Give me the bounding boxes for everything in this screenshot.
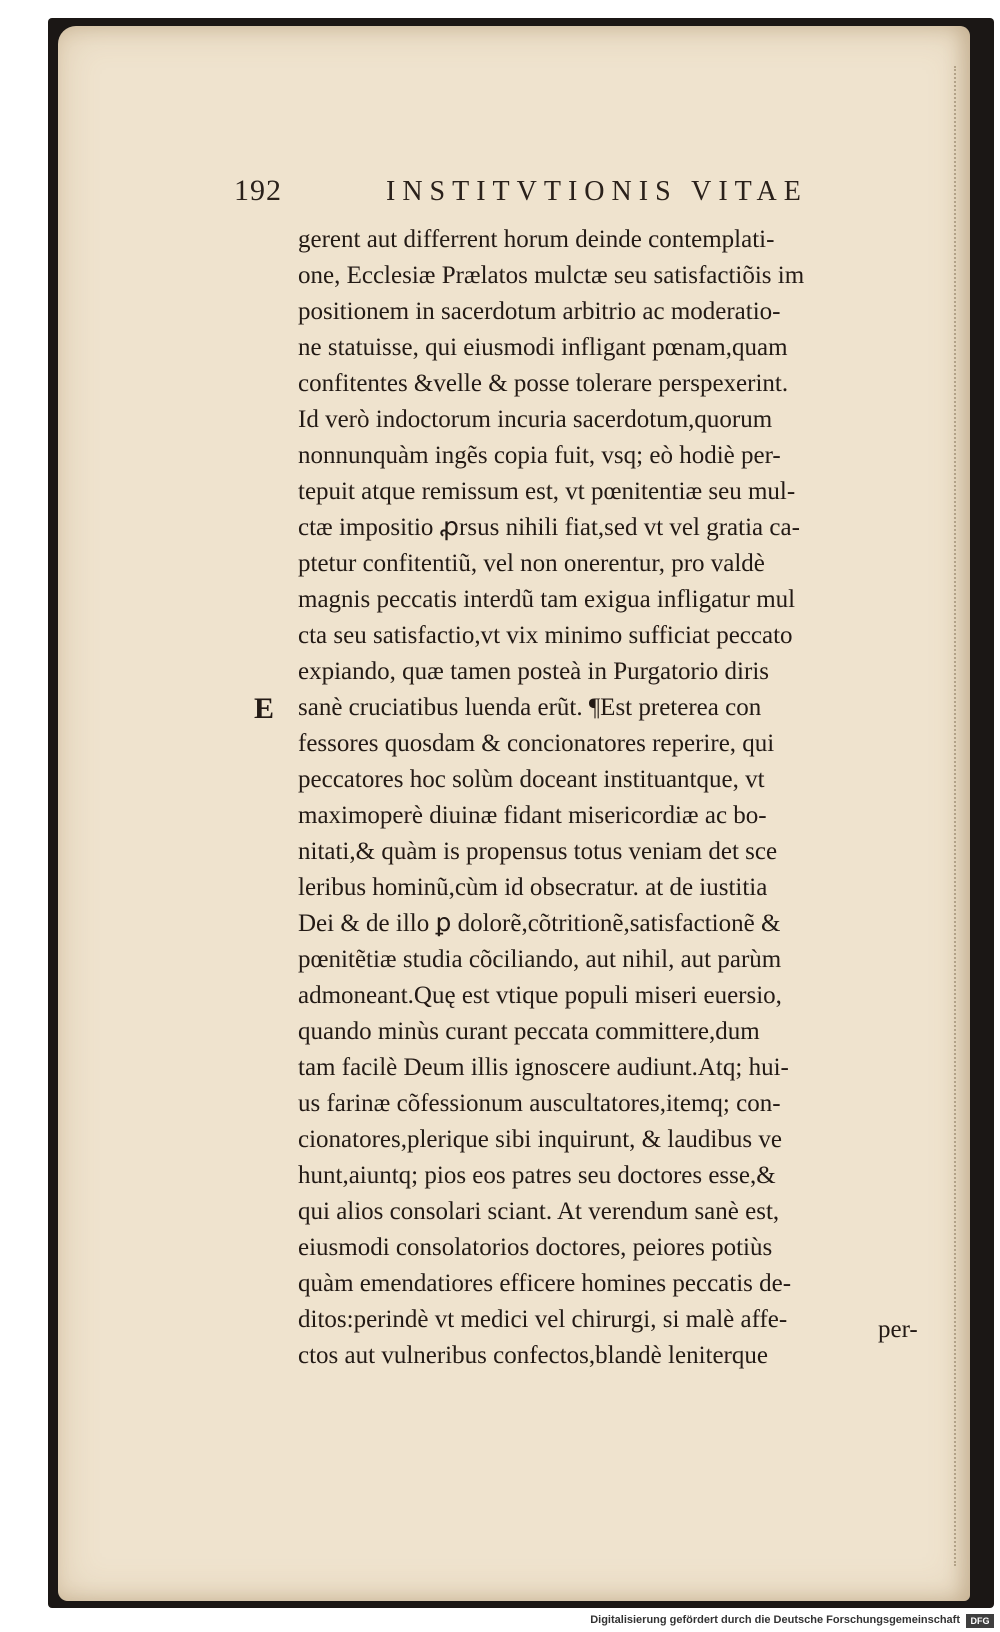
text-line: nitati,& quàm is propensus totus veniam det sce [298, 838, 778, 865]
text-line: confitentes &velle & posse tolerare perspexerint. [298, 370, 789, 397]
dfg-logo: DFG [966, 1614, 994, 1628]
text-line: sanè cruciatibus luenda erũt. ¶Est preterea con [298, 694, 762, 721]
text-line: magnis peccatis interdũ tam exigua infligatur mul [298, 586, 796, 613]
text-line: tam facilè Deum illis ignoscere audiunt.Atq; hui- [298, 1054, 789, 1081]
text-line: quando minùs curant peccata committere,dum [298, 1018, 760, 1045]
text-line: ctæ impositio ꝓrsus nihili fiat,sed vt vel gratia ca- [298, 514, 800, 541]
text-line: quàm emendatiores efficere homines peccatis de- [298, 1270, 792, 1297]
text-line: ne statuisse, qui eiusmodi infligant pœnam,quam [298, 334, 788, 361]
footer-bar [0, 1612, 1000, 1632]
page-header [58, 174, 970, 214]
text-line: us farinæ cõfessionum auscultatores,itemq; con- [298, 1090, 781, 1117]
text-line: hunt,aiuntq; pios eos patres seu doctores esse,& [298, 1162, 776, 1189]
margin-letter: E [254, 692, 275, 725]
body-text [298, 222, 958, 1374]
text-line: expiando, quæ tamen posteà in Purgatorio diris [298, 658, 769, 685]
text-line: maximoperè diuinæ fidant misericordiæ ac bo- [298, 802, 767, 829]
book-page [58, 26, 970, 1601]
text-line: pœnitẽtiæ studia cõciliando, aut nihil, aut parùm [298, 946, 782, 973]
funding-credit: Digitalisierung gefördert durch die Deutsche Forschungsgemeinschaft [590, 1614, 960, 1626]
text-line: fessores quosdam & concionatores reperire, qui [298, 730, 775, 757]
text-line: one, Ecclesiæ Prælatos mulctæ seu satisfactiõis im [298, 262, 805, 289]
text-line: ctos aut vulneribus confectos,blandè leniterque [298, 1342, 768, 1369]
text-line: cionatores,plerique sibi inquirunt, & laudibus ve [298, 1126, 782, 1153]
text-line: admoneant.Quę est vtique populi miseri euersio, [298, 982, 782, 1009]
text-line: ptetur confitentiũ, vel non onerentur, pro valdè [298, 550, 765, 577]
text-line: Id verò indoctorum incuria sacerdotum,quorum [298, 406, 773, 433]
page-number: 192 [234, 174, 282, 207]
text-line: cta seu satisfactio,vt vix minimo sufficiat peccato [298, 622, 793, 649]
running-head: INSTITVTIONIS VITAE [386, 176, 808, 207]
text-line: nonnunquàm ingẽs copia fuit, vsq; eò hodiè per- [298, 442, 781, 469]
text-line: ditos:perindè vt medici vel chirurgi, si malè affe- [298, 1306, 788, 1333]
text-line: positionem in sacerdotum arbitrio ac moderatio- [298, 298, 781, 325]
text-line: leribus hominũ,cùm id obsecratur. at de iustitia [298, 874, 768, 901]
catchword: per- [878, 1316, 918, 1343]
text-line: Dei & de illo ꝑ dolorẽ,cõtritionẽ,satisfactionẽ & [298, 910, 781, 937]
text-line: eiusmodi consolatorios doctores, peiores potiùs [298, 1234, 773, 1261]
text-line: qui alios consolari sciant. At verendum sanè est, [298, 1198, 780, 1225]
text-line: gerent aut differrent horum deinde contemplati- [298, 226, 775, 253]
text-line: tepuit atque remissum est, vt pœnitentiæ seu mul- [298, 478, 796, 505]
text-line: peccatores hoc solùm doceant instituantque, vt [298, 766, 765, 793]
